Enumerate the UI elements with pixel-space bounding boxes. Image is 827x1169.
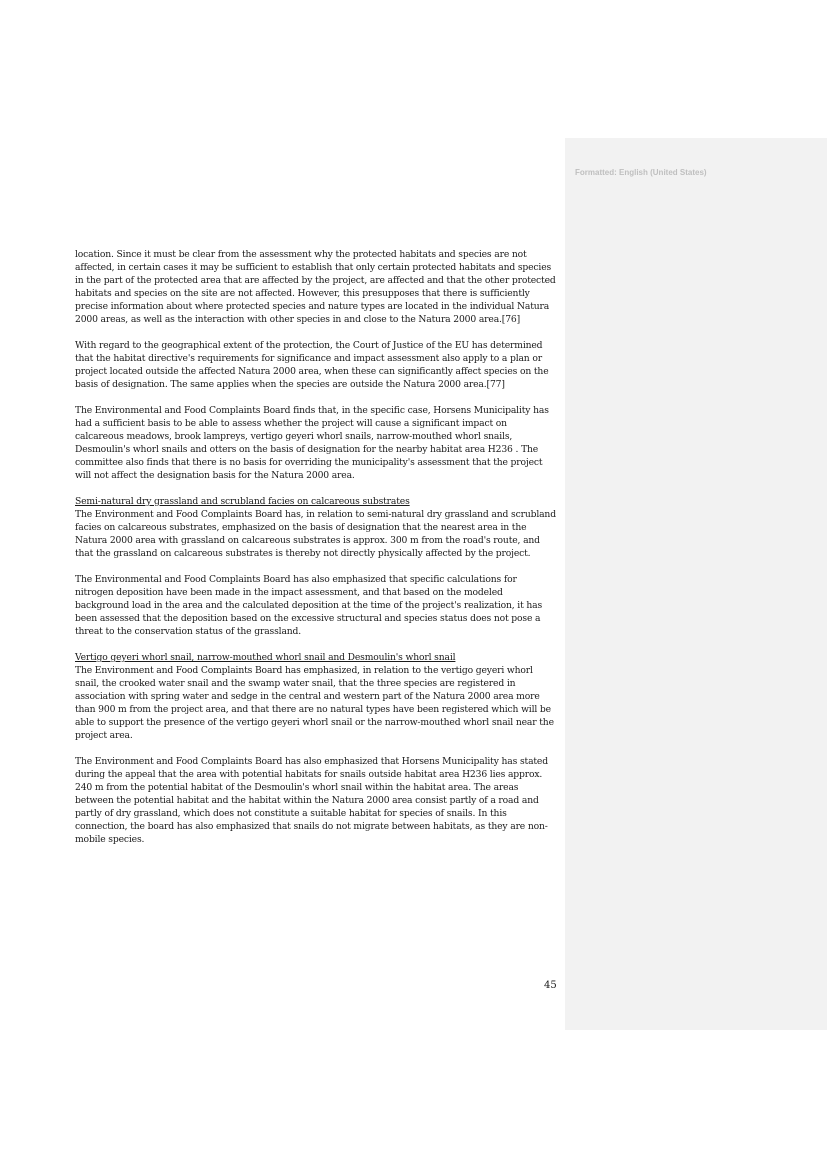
paragraph: The Environment and Food Complaints Board has emphasized, in relation to the vertigo geyeri whorl snail, the crooked water snail and the swamp water snail, that the three species are registered in association with spring water and sedge in the central and western part of the Natura 2000 area more than 900 m from the project area, and that there are no natural types have been registered which will be able to support the presence of the vertigo geyeri whorl snail or the narrow-mouthed whorl snail near the project area. [75, 665, 554, 741]
document-body [75, 248, 557, 859]
paragraph: The Environment and Food Complaints Board has also emphasized that Horsens Municipality has stated during the appeal that the area with potential habitats for snails outside habitat area H236 lies approx. 240 m from the potential habitat of the Desmoulin's whorl snail within the habitat area. The areas between the potential habitat and the habitat within the Natura 2000 area consist partly of a road and partly of dry grassland, which does not constitute a suitable habitat for species of snails. In this connection, the board has also emphasized that snails do not migrate between habitats, as they are non-mobile species. [75, 756, 548, 845]
paragraph: The Environmental and Food Complaints Board has also emphasized that specific calculations for nitrogen deposition have been made in the impact assessment, and that based on the modeled background load in the area and the calculated deposition at the time of the project's realization, it has been assessed that the deposition based on the excessive structural and species status does not pose a threat to the conservation status of the grassland. [75, 574, 543, 637]
paragraph: The Environment and Food Complaints Board has, in relation to semi-natural dry grassland and scrubland facies on calcareous substrates, emphasized on the basis of designation that the nearest area in the Natura 2000 area with grassland on calcareous substrates is approx. 300 m from the road's route, and that the grassland on calcareous substrates is thereby not directly physically affected by the project. [75, 509, 556, 559]
paragraph: With regard to the geographical extent of the protection, the Court of Justice of the EU has determined that the habitat directive's requirements for significance and impact assessment also apply to a plan or project located outside the affected Natura 2000 area, when these can significantly affect species on the basis of designation. The same applies when the species are outside the Natura 2000 area.[77] [75, 340, 549, 390]
paragraph: The Environmental and Food Complaints Board finds that, in the specific case, Horsens Municipality has had a sufficient basis to be able to assess whether the project will cause a significant impact on calcareous meadows, brook lampreys, vertigo geyeri whorl snails, narrow-mouthed whorl snails, Desmoulin's whorl snails and otters on the basis of designation for the nearby habitat area H236 . The committee also finds that there is no basis for overriding the municipality's assessment that the project will not affect the designation basis for the Natura 2000 area. [75, 405, 549, 481]
comment-label: Formatted: English (United States) [575, 168, 707, 177]
section-heading-snails: Vertigo geyeri whorl snail, narrow-mouthed whorl snail and Desmoulin's whorl snail [75, 652, 456, 663]
section-heading-grassland: Semi-natural dry grassland and scrubland facies on calcareous substrates [75, 496, 410, 507]
paragraph: location. Since it must be clear from the assessment why the protected habitats and species are not affected, in certain cases it may be sufficient to establish that only certain protected habitats and species in the part of the protected area that are affected by the project, are affected and that the other protected habitats and species on the site are not affected. However, this presupposes that there is sufficiently precise information about where protected species and nature types are located in the individual Natura 2000 areas, as well as the interaction with other species in and close to the Natura 2000 area.[76] [75, 249, 556, 325]
comment-pane [565, 138, 827, 1030]
page-number: 45 [544, 980, 557, 991]
